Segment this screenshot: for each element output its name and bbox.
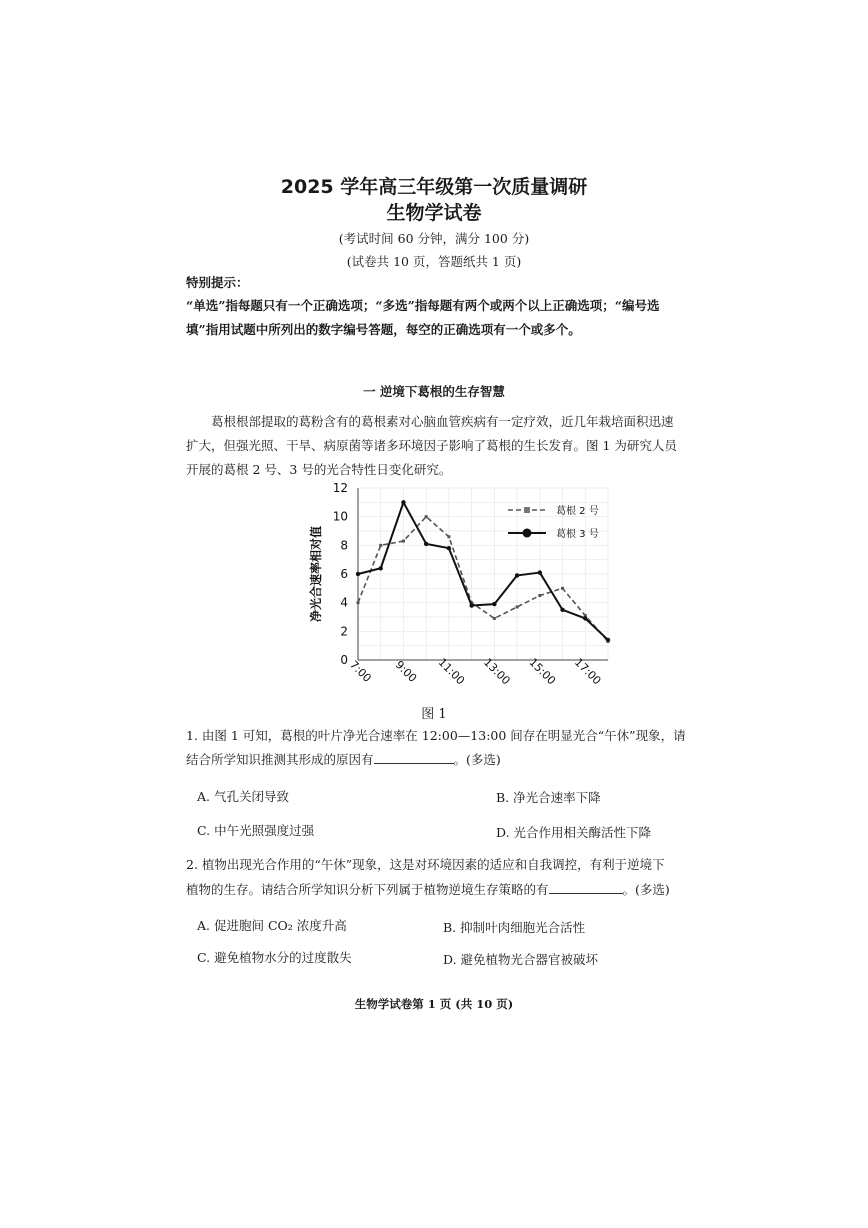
y-axis-label: 净光合速率相对值 [309, 525, 323, 623]
y-tick-label: 2 [340, 624, 348, 639]
q2-option-c: C. 避免植物水分的过度散失 [197, 950, 352, 965]
exam-pages-info: (试卷共 10 页，答题纸共 1 页) [346, 254, 522, 269]
series-gegen-2-point [538, 594, 541, 597]
y-tick-label: 10 [332, 509, 348, 524]
q1-option-c: C. 中午光照强度过强 [197, 823, 315, 838]
series-gegen-3-point [379, 566, 383, 570]
series-gegen-3-line [358, 502, 608, 640]
y-tick-label: 8 [340, 538, 348, 553]
question-1-line-1: 1. 由图 1 可知，葛根的叶片净光合速率在 12:00—13:00 间存在明显光合“午休”现象，请 [186, 728, 686, 743]
q2-option-b: B. 抑制叶肉细胞光合活性 [443, 920, 586, 935]
y-tick-label: 0 [340, 653, 348, 667]
exam-time-info: (考试时间 60 分钟，满分 100 分) [338, 231, 530, 246]
series-gegen-2-point [402, 540, 405, 543]
question-2-answer-blank[interactable] [549, 879, 623, 894]
notice-line-2: 填”指用试题中所列出的数字编号答题，每空的正确选项有一个或多个。 [186, 322, 581, 337]
question-1-answer-blank[interactable] [374, 749, 454, 764]
q1-option-a: A. 气孔关闭导致 [197, 789, 289, 804]
series-gegen-3-point [515, 573, 519, 577]
question-1-prompt: 结合所学知识推测其形成的原因有 [186, 752, 374, 767]
x-tick-label: 17:00 [571, 655, 604, 688]
legend-label-gegen-3: 葛根 3 号 [556, 529, 599, 540]
series-gegen-3-point [492, 602, 496, 606]
notice-line-1: “单选”指每题只有一个正确选项；“多选”指每题有两个或两个以上正确选项；“编号选 [186, 298, 660, 313]
series-gegen-2-point [357, 601, 360, 604]
question-2-line-1: 2. 植物出现光合作用的“午休”现象，这是对环境因素的适应和自我调控，有利于逆境下 [186, 857, 665, 872]
series-gegen-3-point [447, 546, 451, 550]
series-gegen-2-point [493, 617, 496, 620]
q1-option-d: D. 光合作用相关酶活性下降 [496, 825, 652, 840]
series-gegen-2-point [447, 535, 450, 538]
series-gegen-3-point [583, 616, 587, 620]
x-tick-label: 9:00 [392, 658, 420, 685]
x-tick-label: 7:00 [347, 658, 374, 685]
legend-marker-gegen-2-square [524, 507, 530, 513]
question-1-type: 。(多选) [453, 752, 501, 767]
section-paragraph-line-2: 扩大，但强光照、干旱、病原菌等诸多环境因子影响了葛根的生长发育。图 1 为研究人员 [186, 438, 677, 453]
question-2-prompt: 植物的生存。请结合所学知识分析下列属于植物逆境生存策略的有 [186, 882, 549, 897]
page-footer: 生物学试卷第 1 页 (共 10 页) [354, 997, 514, 1011]
question-1-line-2 [186, 748, 706, 772]
series-gegen-3-point [560, 608, 564, 612]
notice-heading: 特别提示： [186, 275, 249, 290]
section-paragraph-line-3: 开展的葛根 2 号、3 号的光合特性日变化研究。 [186, 462, 452, 477]
exam-subject: 生物学试卷 [386, 202, 482, 224]
series-gegen-2-point [379, 544, 382, 547]
section-title: 一 逆境下葛根的生存智慧 [363, 384, 505, 399]
figure-caption: 图 1 [421, 707, 447, 722]
figure-1-chart [300, 478, 620, 690]
series-gegen-3-point [401, 500, 405, 504]
series-gegen-3-point [538, 570, 542, 574]
series-gegen-3-point [469, 603, 473, 607]
question-2-line-2 [186, 878, 706, 902]
legend-marker-gegen-3-dot [523, 529, 532, 538]
x-tick-label: 13:00 [481, 655, 513, 688]
chart-series [356, 500, 610, 643]
exam-title: 2025 学年高三年级第一次质量调研 [280, 176, 588, 198]
y-tick-label: 4 [340, 595, 348, 610]
question-2-type: 。(多选) [622, 882, 670, 897]
series-gegen-2-point [516, 605, 519, 608]
series-gegen-3-point [424, 542, 428, 546]
legend-label-gegen-2: 葛根 2 号 [556, 506, 599, 517]
x-tick-label: 11:00 [435, 655, 468, 688]
x-tick-label: 15:00 [526, 655, 559, 688]
series-gegen-3-point [606, 638, 610, 642]
q1-option-b: B. 净光合速率下降 [496, 790, 601, 805]
section-paragraph-line-1: 葛根根部提取的葛粉含有的葛根素对心脑血管疾病有一定疗效，近几年栽培面积迅速 [211, 414, 674, 429]
series-gegen-2-point [425, 515, 428, 518]
y-tick-label: 6 [340, 567, 348, 581]
q2-option-a: A. 促进胞间 CO₂ 浓度升高 [197, 918, 347, 933]
q2-option-d: D. 避免植物光合器官被破坏 [443, 952, 599, 967]
series-gegen-2-point [561, 587, 564, 590]
y-tick-label: 12 [332, 481, 348, 495]
series-gegen-3-point [356, 572, 360, 576]
